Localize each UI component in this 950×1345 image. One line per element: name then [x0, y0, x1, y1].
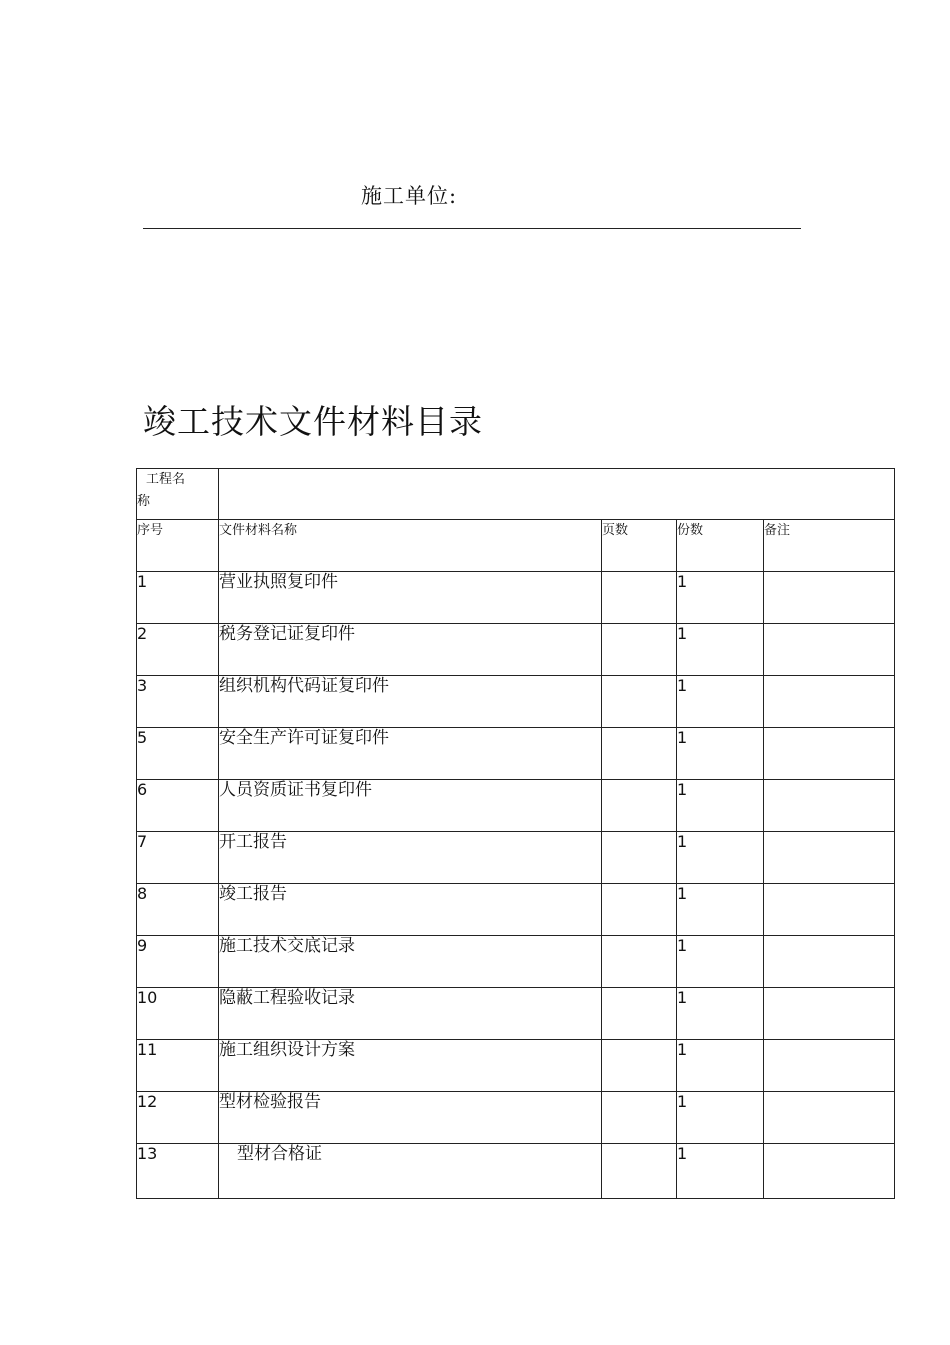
row-pages[interactable]: [602, 988, 677, 1040]
row-notes[interactable]: [764, 728, 895, 780]
row-index: 12: [137, 1092, 219, 1144]
row-index: 7: [137, 832, 219, 884]
table-row: [137, 1144, 895, 1199]
row-copies: 1: [677, 1040, 764, 1092]
document-title: 竣工技术文件材料目录: [143, 402, 483, 441]
row-index: 3: [137, 676, 219, 728]
project-label-line2: 称: [137, 494, 151, 509]
row-pages[interactable]: [602, 728, 677, 780]
row-document-name: 开工报告: [219, 832, 602, 884]
row-pages[interactable]: [602, 1144, 677, 1199]
catalog-table: [136, 468, 895, 1199]
row-index: 1: [137, 572, 219, 624]
row-notes[interactable]: [764, 936, 895, 988]
row-copies: 1: [677, 884, 764, 936]
row-document-name: 税务登记证复印件: [219, 624, 602, 676]
row-copies: 1: [677, 1144, 764, 1199]
row-pages[interactable]: [602, 624, 677, 676]
row-notes[interactable]: [764, 884, 895, 936]
row-copies: 1: [677, 624, 764, 676]
row-pages[interactable]: [602, 1040, 677, 1092]
row-index: 10: [137, 988, 219, 1040]
row-copies: 1: [677, 832, 764, 884]
row-document-name: 人员资质证书复印件: [219, 780, 602, 832]
row-document-name: 安全生产许可证复印件: [219, 728, 602, 780]
row-notes[interactable]: [764, 988, 895, 1040]
row-index: 8: [137, 884, 219, 936]
table-row: [137, 728, 895, 780]
row-document-name: 营业执照复印件: [219, 572, 602, 624]
row-pages[interactable]: [602, 780, 677, 832]
row-copies: 1: [677, 936, 764, 988]
row-copies: 1: [677, 780, 764, 832]
row-notes[interactable]: [764, 832, 895, 884]
table-row: [137, 832, 895, 884]
row-document-name: 施工组织设计方案: [219, 1040, 602, 1092]
table-row: [137, 780, 895, 832]
row-copies: 1: [677, 676, 764, 728]
row-index: 5: [137, 728, 219, 780]
row-copies: 1: [677, 988, 764, 1040]
table-row: [137, 1092, 895, 1144]
table-header-row: [137, 520, 895, 572]
row-notes[interactable]: [764, 1092, 895, 1144]
row-notes[interactable]: [764, 780, 895, 832]
row-document-name: 型材合格证: [219, 1144, 602, 1199]
row-copies: 1: [677, 572, 764, 624]
row-index: 13: [137, 1144, 219, 1199]
table-row: [137, 988, 895, 1040]
project-name-row: [137, 469, 895, 520]
row-pages[interactable]: [602, 676, 677, 728]
row-notes[interactable]: [764, 624, 895, 676]
table-row: [137, 624, 895, 676]
row-pages[interactable]: [602, 936, 677, 988]
row-notes[interactable]: [764, 676, 895, 728]
row-copies: 1: [677, 728, 764, 780]
header-copies: 份数: [677, 520, 764, 572]
row-document-name: 施工技术交底记录: [219, 936, 602, 988]
unit-underline: [143, 228, 801, 229]
row-pages[interactable]: [602, 572, 677, 624]
table-row: [137, 1040, 895, 1092]
row-document-name: 竣工报告: [219, 884, 602, 936]
row-notes[interactable]: [764, 572, 895, 624]
row-document-name: 型材检验报告: [219, 1092, 602, 1144]
row-pages[interactable]: [602, 832, 677, 884]
row-pages[interactable]: [602, 1092, 677, 1144]
row-document-name: 组织机构代码证复印件: [219, 676, 602, 728]
table-row: [137, 936, 895, 988]
row-index: 9: [137, 936, 219, 988]
project-label-line1: 工程名: [146, 472, 186, 487]
row-index: 11: [137, 1040, 219, 1092]
row-document-name: 隐蔽工程验收记录: [219, 988, 602, 1040]
row-index: 6: [137, 780, 219, 832]
row-index: 2: [137, 624, 219, 676]
row-pages[interactable]: [602, 884, 677, 936]
row-copies: 1: [677, 1092, 764, 1144]
table-row: [137, 884, 895, 936]
project-name-value[interactable]: [219, 469, 895, 520]
header-pages: 页数: [602, 520, 677, 572]
project-name-label: [137, 469, 219, 520]
header-notes: 备注: [764, 520, 895, 572]
header-name: 文件材料名称: [219, 520, 602, 572]
row-notes[interactable]: [764, 1040, 895, 1092]
row-notes[interactable]: [764, 1144, 895, 1199]
header-index: 序号: [137, 520, 219, 572]
construction-unit-label: 施工单位:: [361, 184, 458, 208]
table-row: [137, 676, 895, 728]
table-row: [137, 572, 895, 624]
